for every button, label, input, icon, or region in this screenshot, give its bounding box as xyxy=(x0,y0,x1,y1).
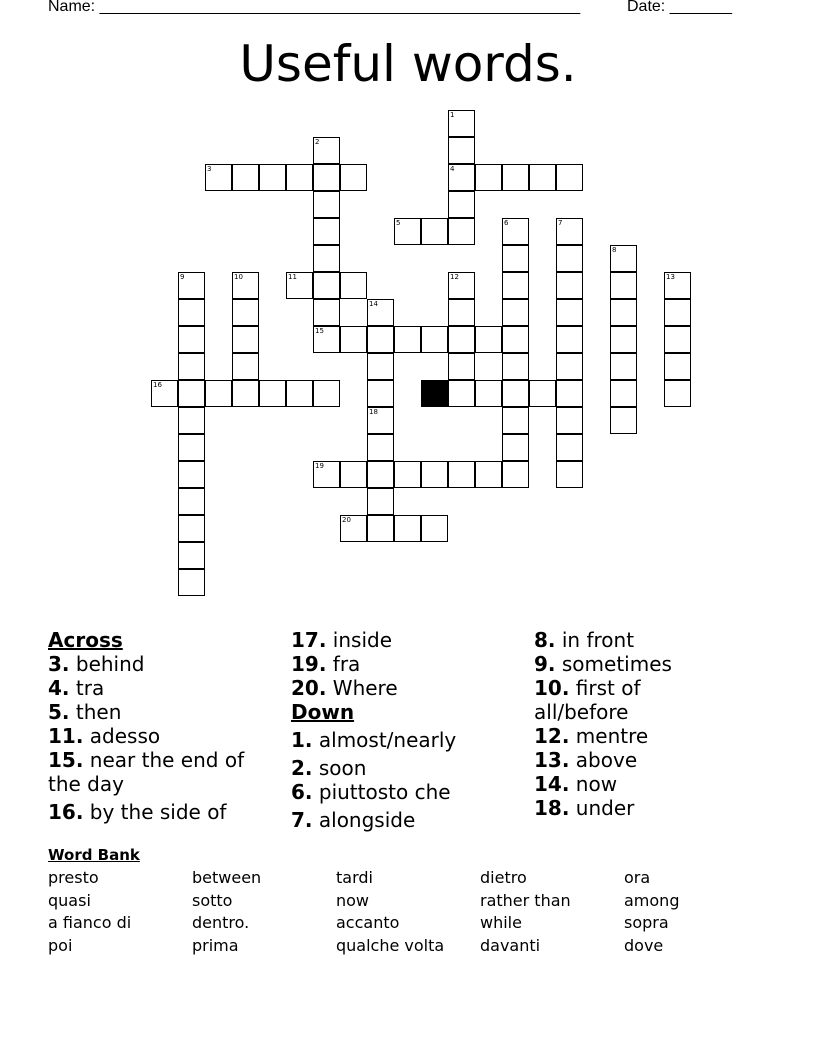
clue-across-3: 3. behind xyxy=(48,652,145,676)
grid-cell[interactable] xyxy=(664,353,691,380)
grid-cell[interactable] xyxy=(259,164,286,191)
grid-cell[interactable] xyxy=(178,299,205,326)
grid-cell[interactable] xyxy=(178,569,205,596)
grid-cell[interactable] xyxy=(448,137,475,164)
clue-number-6: 6 xyxy=(504,219,509,227)
grid-cell[interactable] xyxy=(502,434,529,461)
grid-cell[interactable] xyxy=(502,461,529,488)
clues-column-3 xyxy=(534,628,672,820)
clue-down-7: 7. alongside xyxy=(291,808,416,832)
clue-number-11: 11 xyxy=(288,273,297,281)
grid-cell[interactable] xyxy=(232,326,259,353)
clue-down-10-cont: all/before xyxy=(534,700,629,724)
grid-cell[interactable] xyxy=(232,353,259,380)
grid-cell[interactable] xyxy=(502,245,529,272)
clue-across-16: 16. by the side of xyxy=(48,800,227,824)
clue-number-7: 7 xyxy=(558,219,563,227)
grid-cell[interactable] xyxy=(259,380,286,407)
word-bank-item: dietro xyxy=(480,868,527,887)
grid-cell[interactable] xyxy=(178,515,205,542)
grid-cell[interactable] xyxy=(313,380,340,407)
grid-cell[interactable] xyxy=(178,380,205,407)
grid-cell[interactable] xyxy=(394,515,421,542)
word-bank-item: a fianco di xyxy=(48,913,132,932)
grid-cell[interactable] xyxy=(502,353,529,380)
clue-number-13: 13 xyxy=(666,273,675,281)
grid-cell[interactable] xyxy=(448,353,475,380)
grid-cell[interactable] xyxy=(340,326,367,353)
grid-cell[interactable] xyxy=(313,191,340,218)
clue-across-15: 15. near the end of xyxy=(48,748,245,772)
grid-cell[interactable] xyxy=(556,407,583,434)
grid-cell[interactable] xyxy=(178,407,205,434)
clue-number-1: 1 xyxy=(450,111,455,119)
clue-number-18: 18 xyxy=(369,408,378,416)
grid-cell[interactable] xyxy=(556,434,583,461)
grid-cell[interactable] xyxy=(610,407,637,434)
grid-cell[interactable] xyxy=(421,461,448,488)
grid-cell[interactable] xyxy=(556,353,583,380)
clue-down-18: 18. under xyxy=(534,796,635,820)
grid-cell[interactable] xyxy=(529,164,556,191)
grid-cell[interactable] xyxy=(367,515,394,542)
clue-number-16: 16 xyxy=(153,381,162,389)
grid-cell[interactable] xyxy=(502,380,529,407)
grid-cell[interactable] xyxy=(205,380,232,407)
word-bank-item: accanto xyxy=(336,913,400,932)
grid-cell[interactable] xyxy=(313,245,340,272)
grid-cell[interactable] xyxy=(313,299,340,326)
word-bank-item: ora xyxy=(624,868,651,887)
grid-cell[interactable] xyxy=(178,353,205,380)
grid-cell[interactable] xyxy=(664,299,691,326)
grid-cell[interactable] xyxy=(367,380,394,407)
down-heading: Down xyxy=(291,700,355,724)
grid-cell[interactable] xyxy=(664,326,691,353)
word-bank-item: prima xyxy=(192,935,239,955)
grid-cell[interactable] xyxy=(178,326,205,353)
grid-cell[interactable] xyxy=(475,164,502,191)
clue-across-4: 4. tra xyxy=(48,676,105,700)
clue-number-10: 10 xyxy=(234,273,243,281)
grid-cell[interactable] xyxy=(556,272,583,299)
clue-down-12: 12. mentre xyxy=(534,724,649,748)
grid-cell[interactable] xyxy=(448,299,475,326)
clue-across-19: 19. fra xyxy=(291,652,361,676)
grid-cell[interactable] xyxy=(340,164,367,191)
grid-cell[interactable] xyxy=(448,326,475,353)
word-bank-item: tardi xyxy=(336,868,373,887)
grid-cell[interactable] xyxy=(502,299,529,326)
grid-cell[interactable] xyxy=(313,164,340,191)
word-bank-item: rather than xyxy=(480,890,571,910)
word-bank-item: between xyxy=(192,868,262,887)
grid-cell[interactable] xyxy=(448,218,475,245)
grid-cell[interactable] xyxy=(286,380,313,407)
grid-cell[interactable] xyxy=(367,461,394,488)
grid-cell[interactable] xyxy=(448,461,475,488)
clue-number-8: 8 xyxy=(612,246,617,254)
clue-number-9: 9 xyxy=(180,273,185,281)
clue-number-15: 15 xyxy=(315,327,324,335)
grid-cell[interactable] xyxy=(448,380,475,407)
grid-cell[interactable] xyxy=(178,488,205,515)
clue-down-8: 8. in front xyxy=(534,628,635,652)
grid-cell[interactable] xyxy=(178,461,205,488)
grid-cell[interactable] xyxy=(502,407,529,434)
clue-number-2: 2 xyxy=(315,138,320,146)
grid-cell[interactable] xyxy=(367,326,394,353)
grid-cell[interactable] xyxy=(232,299,259,326)
grid-cell[interactable] xyxy=(610,380,637,407)
grid-cell[interactable] xyxy=(556,461,583,488)
word-bank-item: quasi xyxy=(48,890,91,910)
grid-cell[interactable] xyxy=(394,461,421,488)
clue-number-17: 17 xyxy=(423,381,432,389)
word-bank-item: sopra xyxy=(624,913,669,932)
clue-across-11: 11. adesso xyxy=(48,724,161,748)
clue-across-20: 20. Where xyxy=(291,676,398,700)
grid-cell[interactable] xyxy=(529,380,556,407)
clue-down-2: 2. soon xyxy=(291,756,367,780)
clue-down-9: 9. sometimes xyxy=(534,652,672,676)
clue-down-1: 1. almost/nearly xyxy=(291,728,457,752)
clue-across-5: 5. then xyxy=(48,700,122,724)
clue-down-13: 13. above xyxy=(534,748,638,772)
grid-cell[interactable] xyxy=(556,245,583,272)
word-bank-item: dentro. xyxy=(192,913,250,932)
grid-cell[interactable] xyxy=(502,326,529,353)
across-heading: Across xyxy=(48,628,123,652)
grid-cell[interactable] xyxy=(421,218,448,245)
word-bank-item: davanti xyxy=(480,935,541,955)
date-field[interactable]: Date: _______ xyxy=(627,0,732,15)
grid-cell[interactable] xyxy=(610,299,637,326)
grid-cell[interactable] xyxy=(556,326,583,353)
clue-number-3: 3 xyxy=(207,165,212,173)
grid-cell[interactable] xyxy=(610,353,637,380)
grid-cell[interactable] xyxy=(502,272,529,299)
grid-cell[interactable] xyxy=(340,272,367,299)
grid-cell[interactable] xyxy=(178,434,205,461)
clue-number-5: 5 xyxy=(396,219,401,227)
grid-cell[interactable] xyxy=(610,272,637,299)
page-title: Useful words. xyxy=(239,35,577,93)
grid-cell[interactable] xyxy=(340,461,367,488)
clue-number-4: 4 xyxy=(450,165,455,173)
clue-across-17: 17. inside xyxy=(291,628,393,652)
grid-cell[interactable] xyxy=(286,164,313,191)
grid-cell[interactable] xyxy=(448,191,475,218)
clue-across-15-cont: the day xyxy=(48,772,124,796)
grid-cell[interactable] xyxy=(421,326,448,353)
clue-number-19: 19 xyxy=(315,462,324,470)
word-bank-item: dove xyxy=(624,935,664,955)
word-bank-item: qualche volta xyxy=(336,935,445,955)
grid-cell[interactable] xyxy=(502,164,529,191)
word-bank-item: sotto xyxy=(192,890,233,910)
clue-number-12: 12 xyxy=(450,273,459,281)
grid-cell[interactable] xyxy=(556,380,583,407)
word-bank-item: among xyxy=(624,890,680,910)
clue-down-14: 14. now xyxy=(534,772,618,796)
grid-cell[interactable] xyxy=(556,299,583,326)
grid-cell[interactable] xyxy=(394,326,421,353)
grid-cell[interactable] xyxy=(367,434,394,461)
clues-column-1 xyxy=(48,628,244,824)
clue-down-6: 6. piuttosto che xyxy=(291,780,451,804)
grid-cell[interactable] xyxy=(313,218,340,245)
grid-cell[interactable] xyxy=(664,380,691,407)
grid-cell[interactable] xyxy=(475,380,502,407)
word-bank-item: poi xyxy=(48,935,73,955)
grid-cell[interactable] xyxy=(475,326,502,353)
grid-cell[interactable] xyxy=(367,488,394,515)
word-bank-item: presto xyxy=(48,868,99,887)
grid-cell[interactable] xyxy=(178,542,205,569)
grid-cell[interactable] xyxy=(232,380,259,407)
grid-cell[interactable] xyxy=(421,515,448,542)
clue-number-14: 14 xyxy=(369,300,378,308)
word-bank-title: Word Bank xyxy=(48,846,140,864)
clue-down-10: 10. first of xyxy=(534,676,641,700)
clue-number-20: 20 xyxy=(342,516,351,524)
name-field[interactable]: Name: ______________________________________________________ xyxy=(48,0,581,15)
grid-cell[interactable] xyxy=(475,461,502,488)
grid-cell[interactable] xyxy=(232,164,259,191)
grid-cell[interactable] xyxy=(367,353,394,380)
clues-column-2 xyxy=(291,628,456,832)
grid-cell[interactable] xyxy=(313,272,340,299)
word-bank-item: while xyxy=(480,913,522,932)
grid-cell[interactable] xyxy=(556,164,583,191)
word-bank-item: now xyxy=(336,890,370,910)
grid-cell[interactable] xyxy=(610,326,637,353)
